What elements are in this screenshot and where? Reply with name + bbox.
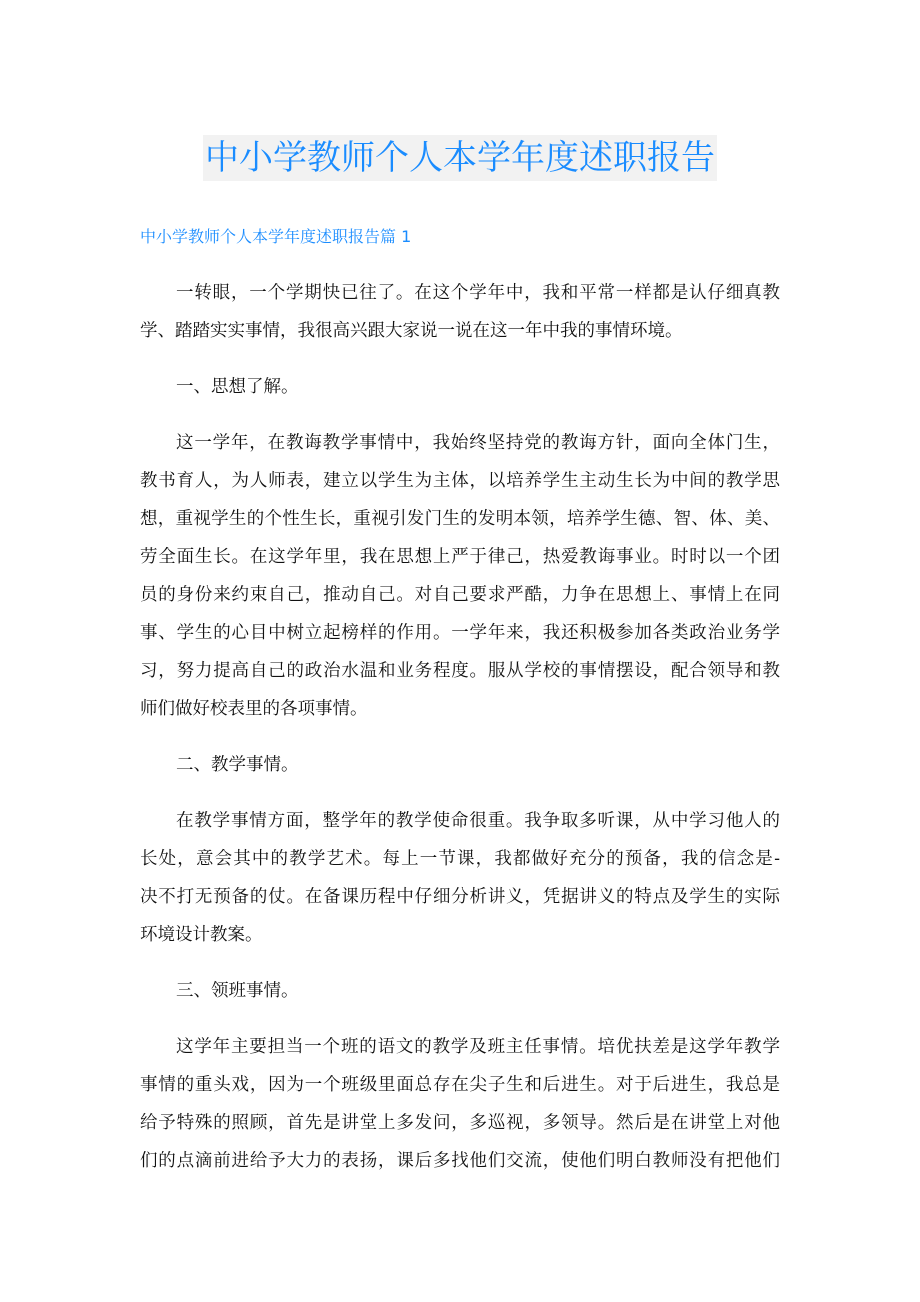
paragraph-line: 这学年主要担当一个班的语文的教学及班主任事情。培优扶差是这学年教学 [176,1037,780,1057]
paragraph [140,802,780,954]
paragraph-line: 长处，意会其中的教学艺术。每上一节课，我都做好充分的预备，我的信念是- [140,849,780,869]
paragraph-line: 劳全面生长。在这学年里，我在思想上严于律己，热爱教诲事业。时时以一个团 [140,547,780,567]
paragraph [140,424,780,728]
paragraph-line: 在教学事情方面，整学年的教学使命很重。我争取多听课，从中学习他人的 [176,811,780,831]
section-heading: 中小学教师个人本学年度述职报告篇 1 [140,227,412,246]
document-body [140,274,780,1198]
paragraph-line: 习，努力提高自己的政治水温和业务程度。服从学校的事情摆设，配合领导和教 [140,661,780,681]
paragraph-line: 一转眼，一个学期快已往了。在这个学年中，我和平常一样都是认仔细真教 [176,283,780,303]
paragraph-line: 学、踏踏实实事情，我很高兴跟大家说一说在这一年中我的事情环境。 [140,321,683,341]
paragraph [140,368,780,406]
paragraph [140,1028,780,1180]
paragraph-line: 事情的重头戏，因为一个班级里面总存在尖子生和后进生。对于后进生，我总是 [140,1075,780,1095]
paragraph [140,274,780,350]
paragraph-line: 三、领班事情。 [176,981,299,1001]
paragraph-line: 一、思想了解。 [176,377,299,397]
paragraph-line: 这一学年，在教诲教学事情中，我始终坚持党的教诲方针，面向全体门生， [176,433,780,453]
paragraph-line: 员的身份来约束自己，推动自己。对自己要求严酷，力争在思想上、事情上在同 [140,585,780,605]
paragraph [140,972,780,1010]
paragraph-line: 师们做好校表里的各项事情。 [140,699,368,719]
document-title: 中小学教师个人本学年度述职报告 [203,135,717,181]
paragraph-line: 环境设计教案。 [140,925,263,945]
paragraph [140,746,780,784]
paragraph-line: 二、教学事情。 [176,755,299,775]
paragraph-line: 决不打无预备的仗。在备课历程中仔细分析讲义，凭据讲义的特点及学生的实际 [140,887,780,907]
paragraph-line: 给予特殊的照顾，首先是讲堂上多发问，多巡视，多领导。然后是在讲堂上对他 [140,1113,780,1133]
paragraph-line: 想，重视学生的个性生长，重视引发门生的发明本领，培养学生德、智、体、美、 [140,509,780,529]
paragraph-line: 们的点滴前进给予大力的表扬，课后多找他们交流，使他们明白教师没有把他们 [140,1151,780,1171]
paragraph-line: 事、学生的心目中树立起榜样的作用。一学年来，我还积极参加各类政治业务学 [140,623,780,643]
paragraph-line: 教书育人，为人师表，建立以学生为主体，以培养学生主动生长为中间的教学思 [140,471,780,491]
title-container [0,135,920,181]
